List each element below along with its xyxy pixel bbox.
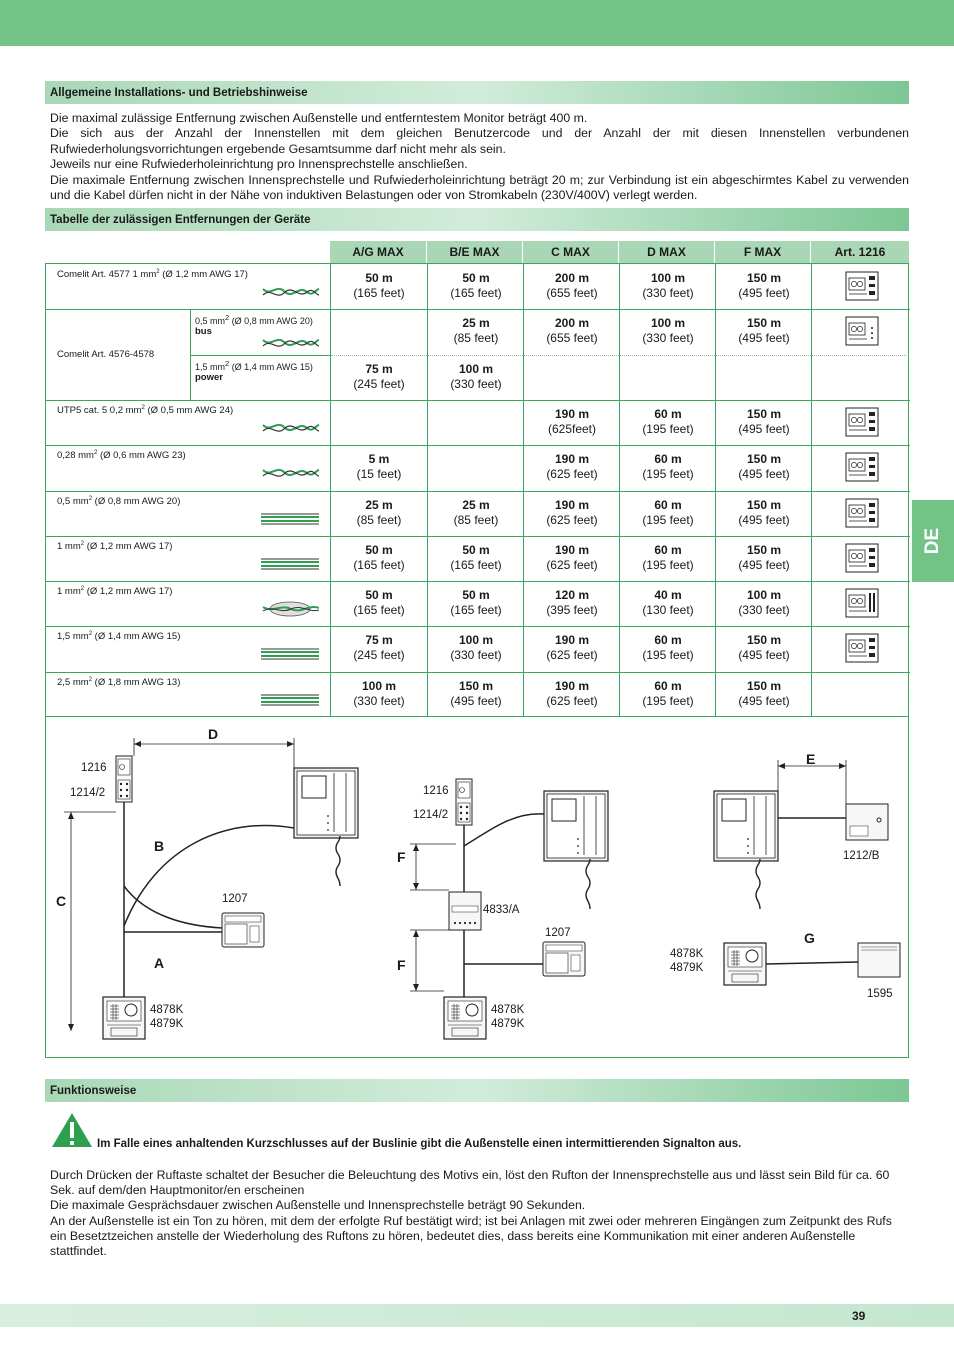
device-label: 4878K: [491, 1004, 525, 1016]
distance-feet: (495 feet): [738, 693, 790, 708]
top-header-band: [0, 0, 954, 46]
distance-meters: 100 m: [458, 361, 494, 376]
page-number: 39: [852, 1309, 866, 1323]
device-label: 1595: [867, 988, 893, 1000]
label-f: F: [397, 957, 406, 973]
row-divider: [46, 309, 910, 310]
power-1595-device: [858, 943, 900, 977]
distance-value: [428, 362, 524, 392]
device-label: 4879K: [150, 1018, 184, 1030]
label-f: F: [397, 849, 406, 865]
twisted-cable-icon: [261, 335, 319, 351]
distance-meters: 190 m: [554, 406, 590, 421]
parallel-cable-icon: [261, 646, 319, 662]
distance-meters: 190 m: [554, 678, 590, 693]
superscript: 2: [88, 631, 93, 638]
distance-feet: (330 feet): [642, 286, 694, 300]
distance-meters: 60 m: [654, 452, 682, 467]
monitor-device: [544, 791, 608, 909]
distance-value: [331, 271, 427, 301]
distance-meters: 100 m: [650, 271, 686, 285]
row-divider: [46, 445, 910, 446]
shielded-cable-icon: [261, 601, 319, 617]
cable-type-label: Comelit Art. 4576-4578: [57, 348, 155, 360]
distance-feet: (495 feet): [450, 693, 502, 708]
distance-value: [620, 633, 716, 663]
paragraph: Durch Drücken der Ruftaste schaltet der Besucher die Beleuchtung des Motivs ein, löst den Rufton der Innensprechstelle aus und lässt sein Bild für ca. 60 Sek. auf dem/den Hauptmonitor/en erscheinen: [50, 1168, 890, 1198]
distance-value: [524, 679, 620, 709]
distance-meters: 25 m: [462, 316, 490, 331]
distance-value: [716, 633, 812, 663]
device-label: 1207: [545, 927, 571, 939]
row-divider: [190, 355, 331, 356]
row-divider: [46, 672, 910, 673]
monitor-device: [714, 791, 778, 909]
distance-feet: (165 feet): [450, 603, 502, 618]
device-label: 4833/A: [483, 904, 520, 916]
row-divider: [46, 581, 910, 582]
language-tab-label: DE: [922, 527, 943, 555]
distance-value: [331, 543, 427, 573]
device-1216-icon: [845, 452, 879, 482]
distance-meters: 190 m: [554, 497, 590, 512]
installation-text: [50, 111, 909, 203]
device-label: 1216: [423, 785, 449, 797]
distance-feet: (85 feet): [453, 331, 499, 346]
warning-icon: [50, 1111, 94, 1149]
distance-feet: (195 feet): [642, 648, 694, 663]
column-header: A/G MAX: [330, 241, 427, 263]
distance-value: [428, 588, 524, 618]
device-1216-icon: [845, 407, 879, 437]
distance-feet: (625 feet): [546, 557, 598, 572]
distance-feet: (245 feet): [353, 376, 405, 391]
distance-meters: 60 m: [654, 633, 682, 648]
footer-band: [0, 1304, 954, 1327]
distance-feet: (495 feet): [738, 331, 790, 346]
distance-meters: 60 m: [654, 678, 682, 693]
distance-value: [331, 588, 427, 618]
device-label: 4879K: [491, 1018, 525, 1030]
paragraph: Die maximale Entfernung zwischen Innensprechstelle und Rufwiederholeinrichtung beträgt 20 m; zur Verbindung ist ein abgeschirmtes Kabel zu verwenden und die Kabel dürfen nicht in der Nähe von induktiven Belastungen oder von Stromkabeln (230V/400V) verlegt werden.: [50, 172, 909, 203]
column-header: B/E MAX: [427, 241, 523, 263]
distance-value: [716, 588, 812, 618]
distance-feet: (245 feet): [353, 648, 405, 663]
distance-value: [331, 633, 427, 663]
paragraph: Die sich aus der Anzahl der Innenstellen mit dem gleichen Benutzercode und der Anzahl der mit diesen Innenstellen verbundenen Rufwiederholungsvorrichtungen ergebende Gesamtsumme darf nicht mehr als sein.: [50, 126, 909, 156]
function-text: [50, 1168, 909, 1259]
label-b: B: [154, 838, 165, 854]
distance-feet: (495 feet): [738, 286, 790, 300]
device-label: 1214/2: [70, 787, 106, 799]
distance-meters: 50 m: [462, 588, 490, 603]
distance-value: [428, 543, 524, 573]
column-header: Art. 1216: [811, 241, 909, 263]
cable-type-label: 2,5 $mm^2$ (Ø 1,8 mm AWG 13): [57, 676, 181, 688]
distance-value: [716, 679, 812, 709]
distance-feet: (625 feet): [546, 467, 598, 482]
device-label: 4879K: [670, 962, 704, 974]
distance-feet: (330 feet): [450, 376, 502, 391]
distance-value: [524, 633, 620, 663]
distance-feet: (85 feet): [453, 512, 499, 527]
device-label: 4878K: [150, 1004, 184, 1016]
distance-meters: 200 m: [554, 271, 590, 285]
distance-value: [620, 452, 716, 482]
distance-value: [620, 407, 716, 437]
distance-value: [620, 271, 716, 301]
distance-value: [620, 498, 716, 528]
distance-value: [524, 407, 620, 437]
device-1216-icon: [845, 633, 879, 663]
distance-value: [524, 452, 620, 482]
device-1216-icon: [845, 271, 879, 301]
distance-meters: 50 m: [462, 542, 490, 557]
distance-feet: (495 feet): [738, 557, 790, 572]
row-divider: [46, 536, 910, 537]
distance-feet: (165 feet): [353, 557, 405, 572]
relay-1216-device: [456, 779, 472, 825]
column-header: C MAX: [523, 241, 619, 263]
distance-value: [428, 498, 524, 528]
cable-type-label: Comelit Art. 4577 1 $mm^2$ (Ø 1,2 mm AWG 17): [57, 269, 248, 281]
distance-feet: (195 feet): [642, 467, 694, 482]
distance-feet: (625 feet): [546, 693, 598, 708]
distance-feet: (330 feet): [642, 331, 694, 346]
distance-meters: 50 m: [462, 271, 490, 285]
cable-type-label: 0,5 $mm^2$ (Ø 0,8 mm AWG 20): [57, 495, 181, 507]
superscript: 2: [156, 269, 160, 275]
device-label: 1207: [222, 893, 248, 905]
distance-meters: 100 m: [458, 633, 494, 648]
distance-meters: 120 m: [554, 588, 590, 603]
distance-feet: (195 feet): [642, 512, 694, 527]
table-grid: [45, 263, 909, 717]
superscript: 2: [225, 313, 230, 323]
distance-feet: (195 feet): [642, 421, 694, 436]
language-tab[interactable]: [912, 500, 954, 582]
parallel-cable-icon: [261, 556, 319, 572]
row-divider-dotted: [331, 355, 909, 356]
device-1216-icon: [845, 588, 879, 618]
door-panel-device: [724, 943, 766, 985]
distance-meters: 25 m: [365, 497, 393, 512]
label-a: A: [154, 955, 165, 971]
superscript: 2: [88, 676, 93, 683]
distance-meters: 150 m: [746, 316, 782, 331]
distance-feet: (330 feet): [450, 648, 502, 663]
label-d: D: [208, 726, 219, 742]
column-header: F MAX: [715, 241, 811, 263]
distance-feet: (330 feet): [353, 693, 405, 708]
distance-value: [620, 588, 716, 618]
distance-value: [716, 452, 812, 482]
section-title-distances: Tabelle der zulässigen Entfernungen der Geräte: [45, 208, 909, 231]
distance-feet: (195 feet): [642, 693, 694, 708]
distance-meters: 75 m: [365, 361, 393, 376]
distance-meters: 40 m: [654, 588, 682, 603]
cable-type-label: 1 $mm^2$ (Ø 1,2 mm AWG 17): [57, 586, 173, 598]
parallel-cable-icon: [261, 511, 319, 527]
unit-1207-device: [543, 942, 585, 976]
door-panel-device: [444, 997, 486, 1039]
distance-meters: 150 m: [746, 497, 782, 512]
distance-meters: 150 m: [746, 678, 782, 693]
superscript: 2: [141, 404, 145, 411]
distance-meters: 100 m: [650, 316, 686, 331]
device-label: 1216: [81, 762, 107, 774]
distance-feet: (655 feet): [546, 331, 598, 346]
distance-meters: 150 m: [746, 271, 782, 285]
device-1216-icon: [845, 498, 879, 528]
distance-feet: (625 feet): [546, 648, 598, 663]
distance-value: [716, 316, 812, 346]
distance-feet: (195 feet): [642, 557, 694, 572]
distance-meters: 190 m: [554, 633, 590, 648]
distance-value: [620, 543, 716, 573]
distance-value: [716, 407, 812, 437]
cable-type-label: 0,5 $mm^2$ (Ø 0,8 mm AWG 20) bus: [195, 313, 313, 338]
distance-value: [716, 271, 812, 301]
cable-type-label: 1 $mm^2$ (Ø 1,2 mm AWG 17): [57, 540, 173, 552]
distance-value: [428, 633, 524, 663]
superscript: 2: [88, 495, 93, 502]
superscript: 2: [93, 450, 98, 457]
twisted-cable-icon: [261, 284, 319, 300]
distance-value: [331, 362, 427, 392]
parallel-cable-icon: [261, 692, 319, 708]
distance-value: [428, 316, 524, 346]
distance-feet: (495 feet): [738, 467, 790, 482]
distance-meters: 150 m: [746, 633, 782, 648]
distance-meters: 190 m: [554, 542, 590, 557]
distance-feet: (165 feet): [450, 286, 502, 300]
distance-value: [331, 498, 427, 528]
distance-value: [716, 543, 812, 573]
distance-meters: 150 m: [458, 678, 494, 693]
distance-meters: 5 m: [368, 452, 390, 467]
section-title-installation: Allgemeine Installations- und Betriebshinweise: [45, 81, 909, 104]
device-label: 1212/B: [843, 850, 880, 862]
distance-meters: 150 m: [746, 542, 782, 557]
distance-value: [524, 588, 620, 618]
door-panel-device: [103, 997, 145, 1039]
label-e: E: [806, 751, 816, 767]
distance-value: [620, 316, 716, 346]
column-header: D MAX: [619, 241, 715, 263]
distance-meters: 25 m: [462, 497, 490, 512]
distance-meters: 50 m: [365, 271, 393, 285]
paragraph: Die maximale Gesprächsdauer zwischen Außenstelle und Innensprechstelle beträgt 90 Sekunden.: [50, 1198, 586, 1213]
device-1216-icon: [845, 543, 879, 573]
row-divider: [46, 626, 910, 627]
distance-meters: 150 m: [746, 452, 782, 467]
distance-value: [331, 452, 427, 482]
distance-meters: 60 m: [654, 497, 682, 512]
distance-value: [428, 679, 524, 709]
distance-feet: (165 feet): [353, 286, 405, 300]
distance-feet: (330 feet): [738, 603, 790, 618]
unit-1207-device: [222, 913, 264, 947]
device-1216-icon: [845, 316, 879, 346]
distance-value: [620, 679, 716, 709]
distance-feet: (625 feet): [546, 512, 598, 527]
paragraph: An der Außenstelle ist ein Ton zu hören, mit dem der erfolgte Ruf bestätigt wird; ist bei Anlagen mit zwei oder mehreren Eingängen zum Zeitpunkt des Rufs ein Besetztzeichen anstelle der Wiederholung des Ruftons zu hören, bedeutet dies, dass bereits eine Kommunikation mit einer anderen Außenstelle stattfindet.: [50, 1213, 892, 1259]
distance-table: [45, 241, 909, 717]
distance-feet: (625feet): [547, 421, 597, 436]
cable-role-label: power: [195, 371, 223, 383]
distance-meters: 60 m: [654, 406, 682, 421]
distance-value: [524, 498, 620, 528]
paragraph: Die maximal zulässige Entfernung zwischen Außenstelle und entferntestem Monitor beträgt 400 m.: [50, 111, 588, 125]
device-label: 1214/2: [413, 809, 449, 821]
distance-feet: (395 feet): [546, 603, 598, 618]
distance-feet: (165 feet): [353, 603, 405, 618]
cable-role-label: bus: [195, 326, 212, 338]
superscript: 2: [80, 540, 85, 547]
row-divider: [46, 400, 910, 401]
cable-type-label: UTP5 cat. 5 0,2 $mm^2$ (Ø 0,5 mm AWG 24): [57, 404, 234, 417]
distance-value: [524, 316, 620, 346]
distance-feet: (655 feet): [546, 286, 598, 300]
device-label: 4878K: [670, 948, 704, 960]
monitor-device: [294, 768, 358, 886]
distance-value: [331, 679, 427, 709]
superscript: 2: [225, 358, 230, 368]
distance-feet: (495 feet): [738, 512, 790, 527]
distance-meters: 100 m: [361, 678, 397, 693]
wiring-diagram-panel: [45, 716, 909, 1058]
twisted-cable-icon: [261, 420, 319, 436]
distance-feet: (85 feet): [356, 512, 402, 527]
distance-meters: 60 m: [654, 542, 682, 557]
paragraph: Jeweils nur eine Rufwiederholeinrichtung pro Innensprechstelle anschließen.: [50, 157, 468, 172]
distance-value: [524, 271, 620, 301]
distance-meters: 200 m: [554, 316, 590, 331]
section-title-function: Funktionsweise: [45, 1079, 909, 1102]
distance-feet: (495 feet): [738, 421, 790, 436]
row-divider: [46, 491, 910, 492]
cable-type-label: 0,28 $mm^2$ (Ø 0,6 mm AWG 23): [57, 450, 186, 462]
distance-meters: 190 m: [554, 452, 590, 467]
distance-meters: 150 m: [746, 406, 782, 421]
relay-1216-device: [116, 756, 132, 802]
distance-meters: 50 m: [365, 588, 393, 603]
diagram-system-3: [714, 760, 900, 985]
label-c: C: [56, 893, 67, 909]
twisted-cable-icon: [261, 465, 319, 481]
cable-type-label: 1,5 $mm^2$ (Ø 1,4 mm AWG 15) power: [195, 358, 313, 383]
distance-value: [428, 271, 524, 301]
distance-feet: (495 feet): [738, 648, 790, 663]
distance-feet: (15 feet): [356, 467, 402, 482]
distance-value: [524, 543, 620, 573]
cable-type-label: 1,5 $mm^2$ (Ø 1,4 mm AWG 15): [57, 631, 181, 643]
distance-feet: (165 feet): [450, 557, 502, 572]
warning-text: Im Falle eines anhaltenden Kurzschlusses auf der Buslinie gibt die Außenstelle einen intermittierenden Signalton aus.: [97, 1138, 742, 1150]
distance-value: [716, 498, 812, 528]
distance-meters: 100 m: [746, 588, 782, 603]
distance-meters: 50 m: [365, 542, 393, 557]
diagram-system-1: [64, 738, 358, 1039]
label-g: G: [804, 930, 815, 946]
distance-feet: (130 feet): [642, 603, 694, 618]
superscript: 2: [80, 586, 85, 593]
distance-meters: 75 m: [365, 633, 393, 648]
